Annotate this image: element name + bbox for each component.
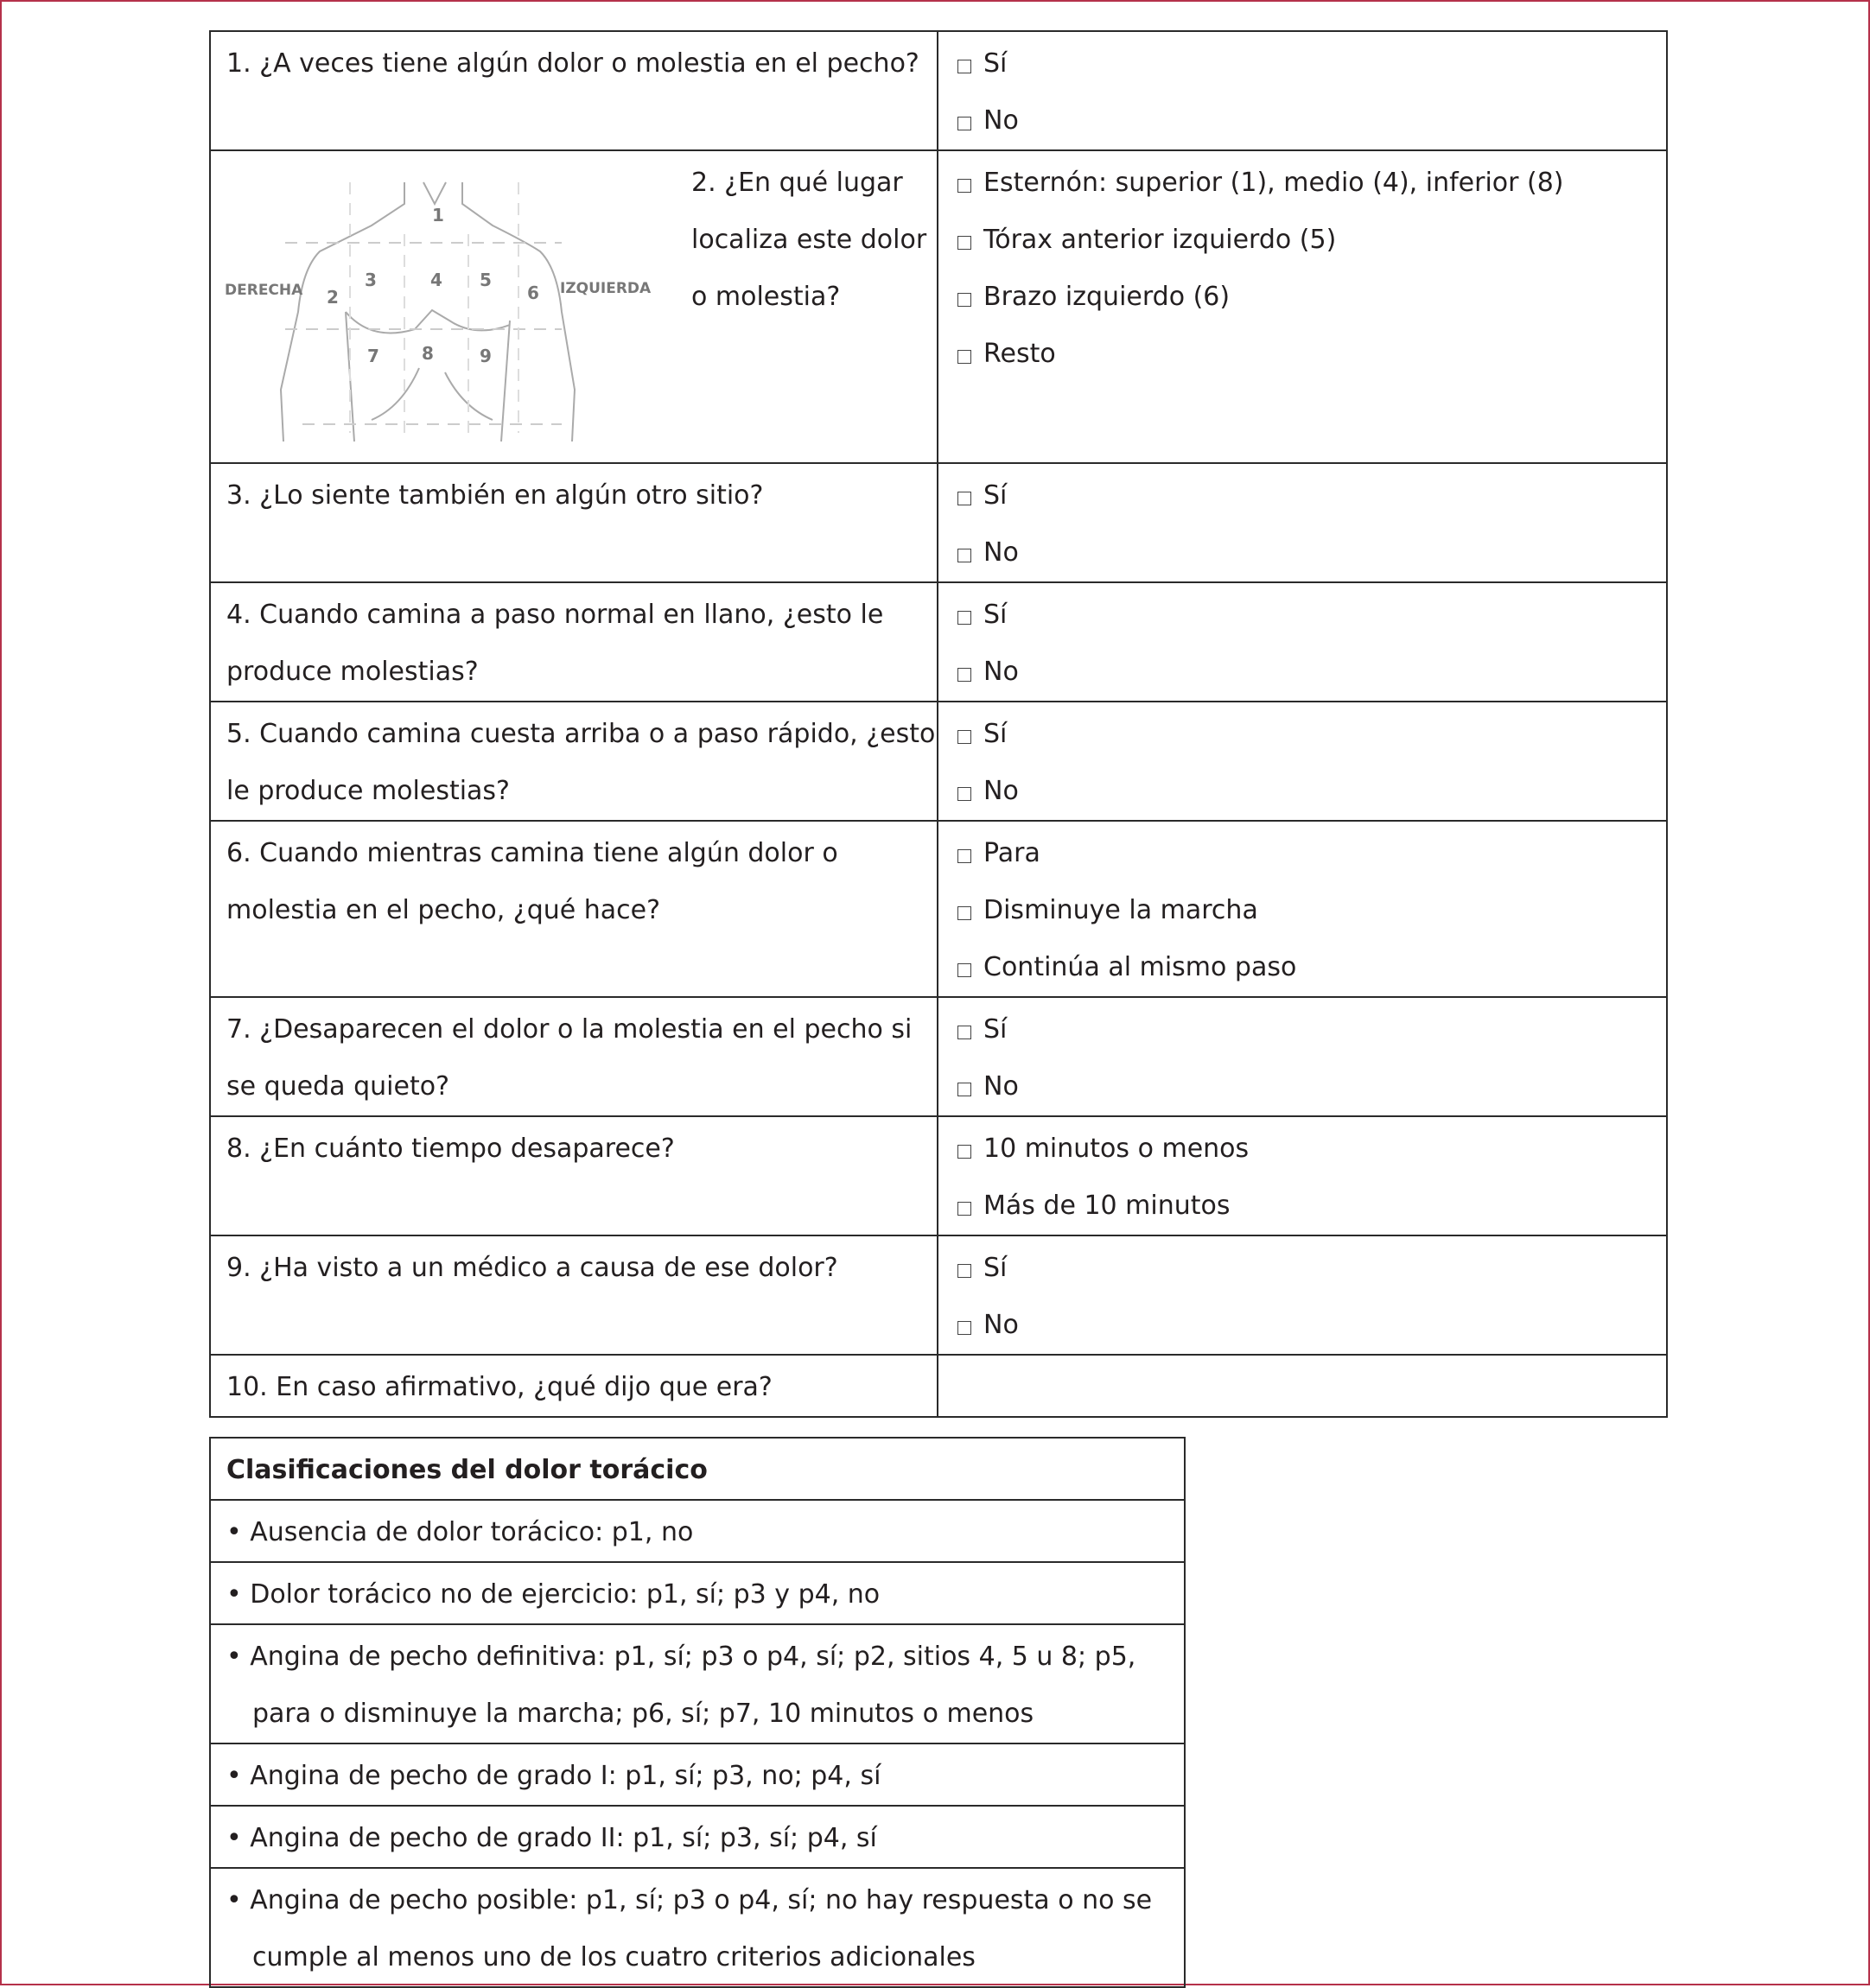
answer-option[interactable] [957,763,1666,820]
checkbox[interactable] [957,963,971,977]
zone-number-4: 4 [430,270,442,290]
question-cell [210,702,938,821]
option-label: No [983,657,1019,687]
option-label: Tórax anterior izquierdo (5) [983,225,1337,255]
diagram-label-right: DERECHA [225,282,303,299]
option-label: Sí [983,480,1008,511]
question-text: 10. En caso afirmativo, ¿qué dijo que era? [226,1372,773,1402]
checkbox[interactable] [957,611,971,625]
answer-option[interactable] [957,269,1666,326]
question-row [210,1116,1667,1235]
classification-item: • Dolor torácico no de ejercicio: p1, sí; p3 y p4, no [210,1562,1185,1624]
questionnaire-table [209,30,1668,1418]
question-row [210,463,1667,582]
answer-option[interactable] [957,1240,1666,1297]
answer-cell [938,31,1667,150]
question-text: 3. ¿Lo siente también en algún otro sitio? [226,480,764,511]
classification-table [209,1437,1186,1988]
question-row [210,997,1667,1116]
checkbox[interactable] [957,350,971,364]
answer-option[interactable] [957,92,1666,149]
question-cell [210,582,938,702]
option-label: Continúa al mismo paso [983,952,1297,982]
answer-option[interactable] [957,706,1666,763]
classification-title: Clasificaciones del dolor torácico [210,1438,1185,1500]
zone-number-8: 8 [422,343,434,364]
answer-option[interactable] [957,1297,1666,1354]
answer-cell [938,702,1667,821]
answer-option[interactable] [957,35,1666,92]
checkbox[interactable] [957,117,971,130]
question-row [210,821,1667,997]
answer-cell [938,997,1667,1116]
answer-cell [938,1355,1667,1417]
checkbox[interactable] [957,730,971,744]
question-row [210,1355,1667,1417]
question-text: 2. ¿En qué lugar localiza este dolor o molestia? [691,168,927,312]
question-text: 1. ¿A veces tiene algún dolor o molestia en el pecho? [226,48,919,79]
answer-cell [938,150,1667,463]
zone-number-1: 1 [432,205,444,225]
question-row [210,150,1667,463]
answer-option[interactable] [957,644,1666,701]
answer-cell [938,1235,1667,1355]
option-label: No [983,1071,1019,1102]
option-label: Sí [983,600,1008,630]
checkbox[interactable] [957,1202,971,1216]
answer-option[interactable] [957,882,1666,939]
answer-option[interactable] [957,587,1666,644]
option-label: Sí [983,1253,1008,1283]
checkbox[interactable] [957,60,971,73]
checkbox[interactable] [957,787,971,801]
question-cell [210,1116,938,1235]
checkbox[interactable] [957,1321,971,1335]
zone-number-9: 9 [480,346,492,366]
checkbox[interactable] [957,179,971,193]
option-label: Sí [983,1014,1008,1045]
question-text: 8. ¿En cuánto tiempo desaparece? [226,1134,675,1164]
zone-number-3: 3 [365,270,377,290]
checkbox[interactable] [957,549,971,562]
question-text: 9. ¿Ha visto a un médico a causa de ese dolor? [226,1253,838,1283]
checkbox[interactable] [957,236,971,250]
answer-cell [938,821,1667,997]
question-row [210,582,1667,702]
option-label: No [983,105,1019,136]
answer-option[interactable] [957,155,1666,212]
option-label: No [983,1310,1019,1340]
option-label: Más de 10 minutos [983,1191,1231,1221]
checkbox[interactable] [957,1026,971,1039]
question-cell [210,821,938,997]
answer-cell [938,582,1667,702]
zone-number-7: 7 [367,346,379,366]
answer-option[interactable] [957,1178,1666,1235]
zone-number-5: 5 [480,270,492,290]
answer-option[interactable] [957,524,1666,581]
checkbox[interactable] [957,1083,971,1096]
option-label: Sí [983,719,1008,749]
question-cell [210,150,938,463]
option-label: Sí [983,48,1008,79]
zone-number-6: 6 [527,283,539,303]
answer-cell [938,1116,1667,1235]
diagram-label-left: IZQUIERDA [560,280,652,297]
classification-item: • Angina de pecho definitiva: p1, sí; p3 o p4, sí; p2, sitios 4, 5 u 8; p5, para o disminuye la marcha; p6, sí; p7, 10 minutos o menos [210,1624,1185,1743]
question-row [210,31,1667,150]
answer-option[interactable] [957,825,1666,882]
checkbox[interactable] [957,293,971,307]
checkbox[interactable] [957,849,971,863]
option-label: 10 minutos o menos [983,1134,1250,1164]
zone-number-2: 2 [327,287,339,308]
question-cell [210,31,938,150]
option-label: Para [983,838,1040,868]
question-text: 7. ¿Desaparecen el dolor o la molestia en el pecho si se queda quieto? [226,1014,913,1102]
question-cell [210,1235,938,1355]
question-cell [210,1355,938,1417]
option-label: Esternón: superior (1), medio (4), inferior (8) [983,168,1564,198]
classification-item: • Angina de pecho posible: p1, sí; p3 o p4, sí; no hay respuesta o no se cumple al menos uno de los cuatro criterios adicionales [210,1868,1185,1987]
option-label: Resto [983,339,1056,369]
answer-option[interactable] [957,1121,1666,1178]
checkbox[interactable] [957,668,971,682]
answer-option[interactable] [957,212,1666,269]
checkbox[interactable] [957,1264,971,1278]
answer-option[interactable] [957,467,1666,524]
option-label: Disminuye la marcha [983,895,1258,925]
question-row [210,702,1667,821]
answer-option[interactable] [957,1001,1666,1058]
option-label: No [983,537,1019,568]
checkbox[interactable] [957,1145,971,1159]
checkbox[interactable] [957,906,971,920]
checkbox[interactable] [957,492,971,505]
answer-option[interactable] [957,1058,1666,1115]
question-cell [210,997,938,1116]
chest-zones-diagram [216,156,665,454]
option-label: No [983,776,1019,806]
answer-option[interactable] [957,939,1666,996]
classification-item: • Ausencia de dolor torácico: p1, no [210,1500,1185,1562]
question-text: 6. Cuando mientras camina tiene algún dolor o molestia en el pecho, ¿qué hace? [226,838,838,925]
question-row [210,1235,1667,1355]
classification-item: • Angina de pecho de grado II: p1, sí; p3, sí; p4, sí [210,1806,1185,1868]
option-label: Brazo izquierdo (6) [983,282,1231,312]
classification-item: • Angina de pecho de grado I: p1, sí; p3, no; p4, sí [210,1743,1185,1806]
question-text: 5. Cuando camina cuesta arriba o a paso rápido, ¿esto le produce molestias? [226,719,936,806]
question-text: 4. Cuando camina a paso normal en llano, ¿esto le produce molestias? [226,600,884,687]
answer-cell [938,463,1667,582]
question-cell [210,463,938,582]
answer-option[interactable] [957,326,1666,383]
